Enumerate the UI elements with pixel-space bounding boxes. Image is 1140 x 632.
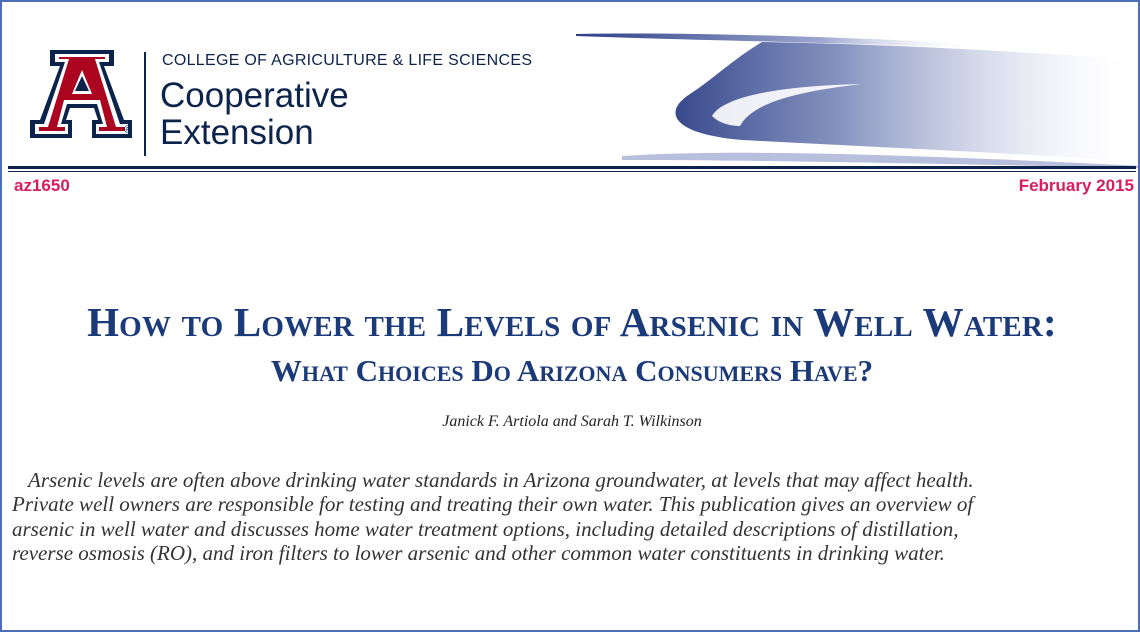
block-a-logo-icon (28, 48, 136, 140)
document-authors: Janick F. Artiola and Sarah T. Wilkinson (442, 413, 702, 430)
abstract-line: Private well owners are responsible for testing and treating their own water. This publication gives an overview of (12, 492, 974, 517)
river-swoosh-icon (562, 30, 1140, 168)
abstract-line: Arsenic levels are often above drinking water standards in Arizona groundwater, at levels that may affect health. (28, 468, 974, 492)
logo-divider (144, 52, 146, 156)
masthead (2, 2, 1140, 195)
abstract-paragraph (12, 468, 1132, 566)
registered-mark: ® (124, 124, 133, 136)
abstract-line: reverse osmosis (RO), and iron filters to lower arsenic and other common water constituents in drinking water. (12, 541, 945, 566)
abstract-line: arsenic in well water and discusses home water treatment options, including detailed descriptions of distillation, (12, 516, 959, 541)
unit-name-line-2: Extension (160, 113, 314, 152)
document-subtitle: What Choices Do Arizona Consumers Have? (270, 353, 874, 388)
masthead-rule-thick (8, 166, 1136, 169)
publication-date: February 2015 (1018, 176, 1134, 195)
publication-number: az1650 (14, 176, 70, 195)
masthead-rule-thin (8, 171, 1136, 172)
document-title: How to Lower the Levels of Arsenic in Well Water: (87, 299, 1057, 345)
unit-name-line-1: Cooperative (160, 76, 349, 115)
college-name: COLLEGE OF AGRICULTURE & LIFE SCIENCES (162, 52, 533, 69)
